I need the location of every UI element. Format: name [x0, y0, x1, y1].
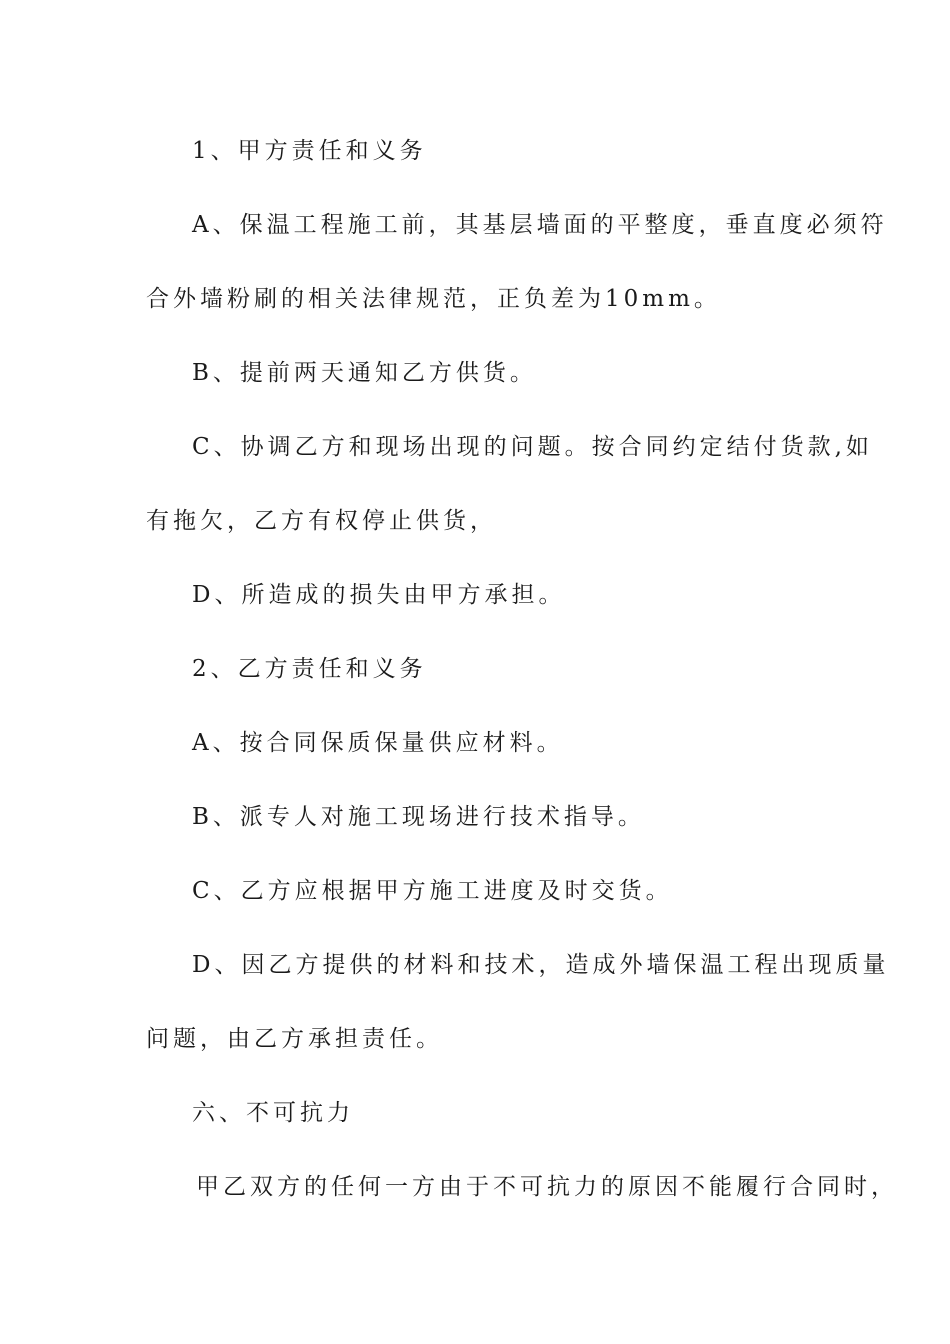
paragraph-line: B、提前两天通知乙方供货。: [192, 360, 537, 386]
paragraph-line: C、协调乙方和现场出现的问题。按合同约定结付货款,如: [192, 434, 873, 460]
section-heading-force-majeure: 六、不可抗力: [192, 1100, 354, 1126]
paragraph-line: D、因乙方提供的材料和技术，造成外墙保温工程出现质量: [192, 952, 890, 978]
paragraph-line: 问题，由乙方承担责任。: [146, 1026, 443, 1052]
section-heading-party-b: 2、乙方责任和义务: [192, 656, 427, 682]
paragraph-line: 甲乙双方的任何一方由于不可抗力的原因不能履行合同时，: [196, 1174, 898, 1200]
section-heading-party-a: 1、甲方责任和义务: [192, 138, 427, 164]
paragraph-line: A、按合同保质保量供应材料。: [192, 730, 564, 756]
paragraph-line: 有拖欠，乙方有权停止供货，: [146, 508, 497, 534]
paragraph-line: 合外墙粉刷的相关法律规范，正负差为10mm。: [146, 286, 721, 312]
paragraph-line: C、乙方应根据甲方施工进度及时交货。: [192, 878, 673, 904]
paragraph-line: A、保温工程施工前，其基层墙面的平整度，垂直度必须符: [192, 212, 888, 238]
paragraph-line: D、所造成的损失由甲方承担。: [192, 582, 566, 608]
paragraph-line: B、派专人对施工现场进行技术指导。: [192, 804, 645, 830]
